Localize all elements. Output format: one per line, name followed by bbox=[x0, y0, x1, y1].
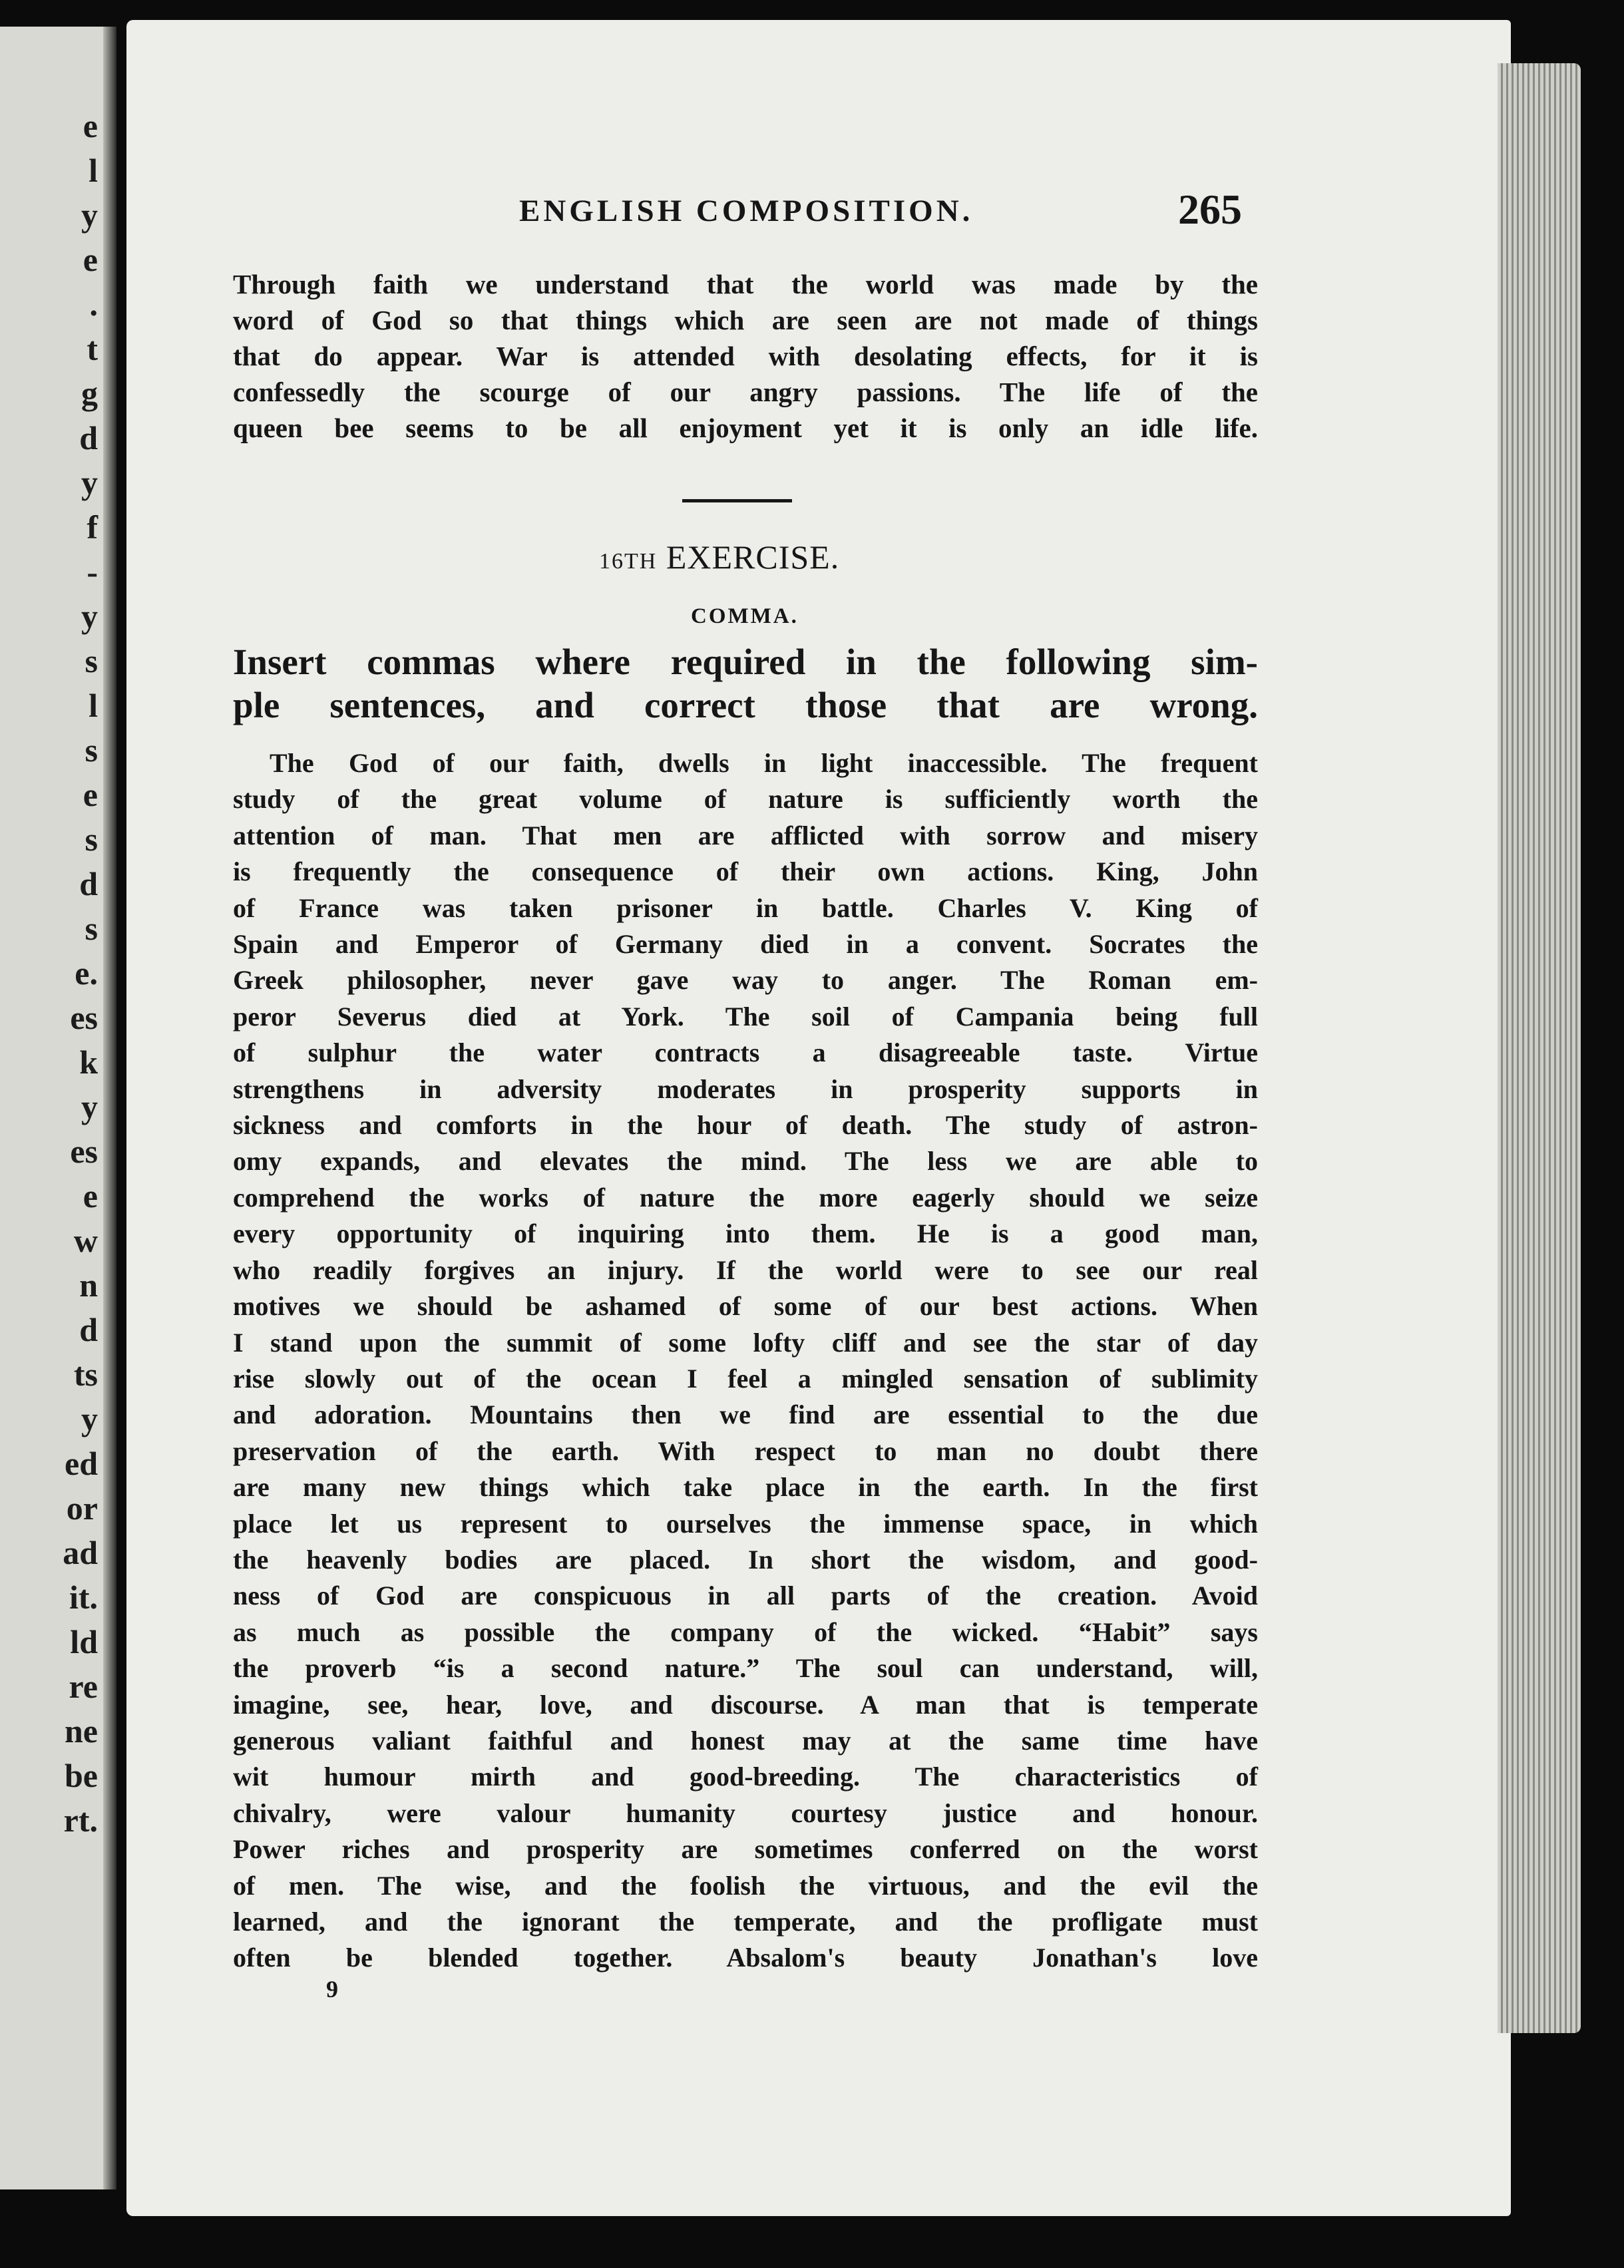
body-line: The God of our faith, dwells in light inaccessible. The frequent bbox=[270, 748, 1258, 778]
body-line: rise slowly out of the ocean I feel a mingled sensation of sublimity bbox=[233, 1363, 1258, 1394]
body-line: imagine, see, hear, love, and discourse. A man that is temperate bbox=[233, 1689, 1258, 1720]
body-line: every opportunity of inquiring into them. He is a good man, bbox=[233, 1219, 1258, 1249]
left-page-fragment: f bbox=[87, 508, 98, 546]
body-line: of France was taken prisoner in battle. Charles V. King of bbox=[233, 892, 1258, 923]
body-line: omy expands, and elevates the mind. The less we are able to bbox=[233, 1146, 1258, 1177]
left-page-fragment: ad bbox=[63, 1534, 98, 1571]
exercise-subheading: COMMA. bbox=[691, 604, 799, 628]
left-page-fragment: l bbox=[89, 687, 98, 724]
exercise-heading-word: EXERCISE. bbox=[666, 538, 840, 576]
body-line: comprehend the works of nature the more eagerly should we seize bbox=[233, 1182, 1258, 1213]
body-line: who readily forgives an injury. If the world were to see our real bbox=[233, 1254, 1258, 1285]
body-line: and adoration. Mountains then we find are essential to the due bbox=[233, 1400, 1258, 1430]
left-page-fragment: ld bbox=[70, 1623, 98, 1660]
left-page-fragment: or bbox=[66, 1489, 98, 1527]
left-page-fragment: s bbox=[85, 731, 98, 769]
exercise-body bbox=[233, 745, 1258, 1977]
left-page-fragment: s bbox=[85, 821, 98, 858]
left-page-fragment: d bbox=[79, 419, 98, 457]
left-page-fragment: g bbox=[81, 375, 98, 412]
body-line: generous valiant faithful and honest may at the same time have bbox=[233, 1725, 1258, 1756]
running-title: ENGLISH COMPOSITION. bbox=[519, 194, 974, 228]
left-page-fragment: ed bbox=[65, 1445, 98, 1482]
left-page-fragment: es bbox=[70, 1133, 98, 1170]
body-line: Power riches and prosperity are sometimes conferred on the worst bbox=[233, 1834, 1258, 1865]
body-line: ness of God are conspicuous in all parts of the creation. Avoid bbox=[233, 1581, 1258, 1611]
left-page-fragment: y bbox=[81, 464, 98, 501]
page-block-edges bbox=[1498, 63, 1581, 2033]
left-page-fragment: s bbox=[85, 642, 98, 679]
left-page-fragment: be bbox=[65, 1757, 98, 1794]
para-top-line: word of God so that things which are seen are not made of things bbox=[233, 305, 1258, 335]
left-page-fragment: s bbox=[85, 910, 98, 947]
body-line: motives we should be ashamed of some of our best actions. When bbox=[233, 1291, 1258, 1322]
left-page-fragment: y bbox=[81, 1088, 98, 1125]
page-number: 265 bbox=[1178, 186, 1242, 233]
left-page-fragment: re bbox=[69, 1668, 98, 1705]
body-line: as much as possible the company of the wicked. “Habit” says bbox=[233, 1616, 1258, 1647]
left-page-fragment: e. bbox=[75, 954, 98, 992]
body-line: place let us represent to ourselves the immense space, in which bbox=[233, 1508, 1258, 1539]
body-line: are many new things which take place in the earth. In the first bbox=[233, 1472, 1258, 1503]
left-page-edge bbox=[0, 27, 116, 2189]
left-page-fragment: y bbox=[81, 1400, 98, 1437]
section-rule bbox=[682, 499, 792, 502]
body-line: preservation of the earth. With respect to man no doubt there bbox=[233, 1435, 1258, 1466]
left-page-fragment: . bbox=[89, 285, 98, 323]
instruction-line: ple sentences, and correct those that are wrong. bbox=[233, 685, 1258, 725]
left-page-fragment: l bbox=[89, 152, 98, 189]
body-line: attention of man. That men are afflicted with sorrow and misery bbox=[233, 820, 1258, 850]
top-paragraph bbox=[233, 266, 1258, 446]
left-page-fragment: rt. bbox=[63, 1801, 98, 1839]
left-page-fragment: - bbox=[87, 553, 98, 590]
para-top-line: confessedly the scourge of our angry passions. The life of the bbox=[233, 377, 1258, 407]
left-page-fragment: t bbox=[87, 330, 98, 367]
body-line: often be blended together. Absalom's beauty Jonathan's love bbox=[233, 1943, 1258, 1973]
exercise-instruction bbox=[233, 640, 1258, 727]
para-top-line: queen bee seems to be all enjoyment yet it is only an idle life. bbox=[233, 413, 1258, 443]
body-line: sickness and comforts in the hour of death. The study of astron- bbox=[233, 1110, 1258, 1141]
body-line: study of the great volume of nature is sufficiently worth the bbox=[233, 784, 1258, 815]
left-page-fragment: y bbox=[81, 598, 98, 635]
body-line: Spain and Emperor of Germany died in a convent. Socrates the bbox=[233, 929, 1258, 960]
body-line: the proverb “is a second nature.” The soul can understand, will, bbox=[233, 1653, 1258, 1684]
left-page-fragment: e bbox=[83, 776, 98, 813]
body-line: chivalry, were valour humanity courtesy justice and honour. bbox=[233, 1797, 1258, 1828]
left-page-fragment: it. bbox=[69, 1579, 98, 1616]
exercise-heading bbox=[599, 538, 839, 576]
body-line: the heavenly bodies are placed. In short the wisdom, and good- bbox=[233, 1544, 1258, 1575]
body-line: is frequently the consequence of their own actions. King, John bbox=[233, 856, 1258, 887]
instruction-line: Insert commas where required in the following sim- bbox=[233, 642, 1258, 682]
body-line: wit humour mirth and good-breeding. The characteristics of bbox=[233, 1762, 1258, 1792]
body-line: strengthens in adversity moderates in prosperity supports in bbox=[233, 1073, 1258, 1104]
body-line: peror Severus died at York. The soil of Campania being full bbox=[233, 1001, 1258, 1032]
body-line: learned, and the ignorant the temperate, and the profligate must bbox=[233, 1907, 1258, 1937]
left-page-fragment: e bbox=[83, 107, 98, 144]
left-page-fragment: n bbox=[79, 1266, 98, 1304]
left-page-fragment: w bbox=[73, 1222, 98, 1259]
left-page-fragment: ne bbox=[65, 1712, 98, 1750]
left-page-fragment: e bbox=[83, 1177, 98, 1215]
exercise-heading-num: 16TH bbox=[599, 549, 658, 574]
left-page-fragment: ts bbox=[73, 1356, 98, 1393]
left-page-fragment: es bbox=[70, 999, 98, 1036]
book-gutter bbox=[103, 27, 116, 2189]
left-page-fragment: y bbox=[81, 196, 98, 234]
body-line: I stand upon the summit of some lofty cliff and see the star of day bbox=[233, 1327, 1258, 1358]
para-top-line: that do appear. War is attended with desolating effects, for it is bbox=[233, 341, 1258, 371]
body-line: Greek philosopher, never gave way to anger. The Roman em- bbox=[233, 965, 1258, 996]
left-page-fragment: d bbox=[79, 1311, 98, 1348]
left-page-fragment: d bbox=[79, 865, 98, 902]
left-page-fragment: e bbox=[83, 241, 98, 278]
body-line: of sulphur the water contracts a disagreeable taste. Virtue bbox=[233, 1038, 1258, 1068]
para-top-line: Through faith we understand that the world was made by the bbox=[233, 269, 1258, 299]
body-line: of men. The wise, and the foolish the virtuous, and the evil the bbox=[233, 1870, 1258, 1901]
left-page-fragment: k bbox=[79, 1043, 98, 1081]
signature-mark: 9 bbox=[326, 1976, 338, 2002]
